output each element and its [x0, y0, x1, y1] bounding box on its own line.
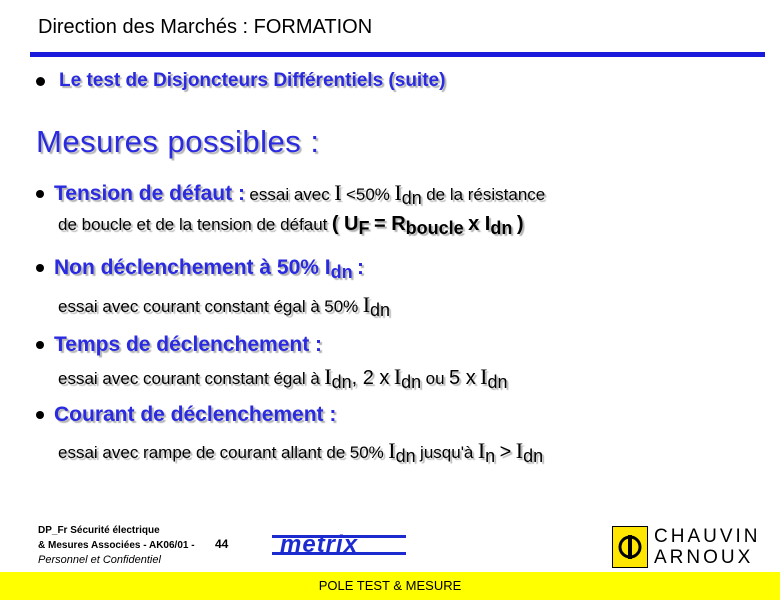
subscript: dn [330, 262, 353, 282]
subscript: dn [395, 446, 416, 466]
symbol-i: I [394, 180, 402, 205]
subscript: dn [487, 372, 508, 392]
subscript: dn [331, 372, 352, 392]
document-reference [38, 523, 195, 568]
item-text: essai avec rampe de courant allant de [58, 443, 346, 462]
symbol-i: I [477, 438, 486, 463]
item-text: de boucle et de la tension de défaut [58, 215, 328, 234]
item-text: <50% [345, 185, 390, 204]
subscript: n [485, 446, 496, 466]
footer-bar-text: POLE TEST & MESURE [318, 578, 462, 593]
item-line [58, 438, 543, 464]
doc-ref-line: DP_Fr Sécurité électrique [38, 525, 160, 536]
symbol-i: I [393, 364, 402, 389]
item-temps-declenchement [36, 333, 322, 357]
symbol-i: I [334, 180, 342, 205]
subtitle-row [36, 70, 445, 92]
formula-part: ( U [331, 213, 359, 235]
subscript: dn [490, 218, 513, 238]
doc-ref-line: & Mesures Associées - AK06/01 - [38, 540, 195, 551]
item-heading: Non déclenchement à 50% I [54, 256, 331, 279]
item-text: essai avec [249, 185, 330, 204]
bullet-icon [36, 190, 44, 198]
item-tension-defaut [36, 180, 545, 206]
item-text: 5 x [449, 367, 476, 389]
formula-part: ) [516, 213, 524, 235]
symbol-i: I [362, 292, 371, 317]
symbol-i: I [480, 364, 488, 389]
item-text: de la résistance [426, 185, 546, 204]
item-text: essai avec courant constant égal à [58, 369, 320, 388]
header-rule [30, 52, 765, 57]
metrix-logo [272, 532, 406, 563]
header-title: Direction des Marchés : FORMATION [38, 16, 373, 38]
ca-line-1: CHAUVIN [654, 526, 761, 547]
ca-line-2: ARNOUX [654, 547, 754, 568]
bullet-icon [36, 77, 45, 86]
chauvin-arnoux-logo [612, 526, 761, 568]
subscript: boucle [405, 218, 464, 238]
symbol-i: I [324, 364, 332, 389]
subscript: F [358, 218, 370, 238]
confidential-note: Personnel et Confidentiel [38, 554, 161, 566]
item-line [58, 292, 390, 318]
symbol-i: I [388, 438, 396, 463]
subscript: dn [523, 446, 544, 466]
item-text: 50% [324, 297, 359, 316]
subscript: dn [401, 188, 422, 208]
item-text: , 2 x [351, 367, 390, 389]
item-text: essai avec courant constant égal à [58, 297, 320, 316]
ca-emblem-icon [612, 526, 648, 568]
item-courant-declenchement [36, 403, 336, 427]
item-non-declenchement [36, 256, 364, 280]
item-heading: Temps de déclenchement : [54, 333, 323, 356]
item-heading: Tension de défaut : [54, 182, 245, 205]
item-text: 50% [349, 443, 384, 462]
bullet-icon [36, 411, 44, 419]
item-heading: Courant de déclenchement : [54, 403, 337, 426]
symbol-i: I [515, 438, 524, 463]
bullet-icon [36, 264, 44, 272]
item-line [58, 213, 524, 236]
page-number: 44 [215, 537, 229, 551]
formula-part: = R [373, 213, 406, 235]
slide-subtitle: Le test de Disjoncteurs Différentiels (suite) [59, 70, 446, 91]
item-text: ou [425, 369, 445, 388]
subscript: dn [370, 300, 391, 320]
item-text: > [499, 441, 512, 463]
item-line [58, 364, 508, 390]
item-text: jusqu'à [420, 443, 474, 462]
svg-text:metrix: metrix [280, 532, 359, 558]
item-heading-tail: : [357, 256, 365, 279]
section-title: Mesures possibles : [36, 124, 320, 159]
subscript: dn [401, 372, 422, 392]
formula-part: x I [468, 213, 491, 235]
bullet-icon [36, 341, 44, 349]
